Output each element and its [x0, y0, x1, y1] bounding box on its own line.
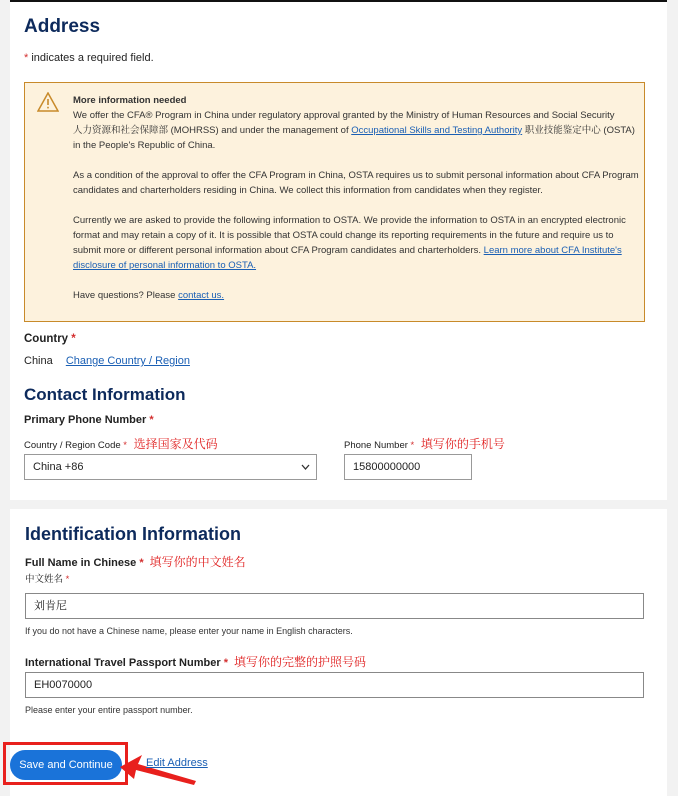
- chevron-down-icon: [301, 455, 310, 488]
- code-required: *: [123, 440, 127, 451]
- phone-number-input[interactable]: [344, 454, 472, 480]
- notice-p3-line1: Currently we are asked to provide the following information to OSTA. We provide the information to OSTA in an encrypted electronic: [73, 215, 626, 226]
- phone-number-label-text: Phone Number: [344, 440, 408, 451]
- notice-p1-line3: in the People's Republic of China.: [73, 140, 216, 151]
- passport-label-text: International Travel Passport Number: [25, 657, 221, 669]
- osta-link[interactable]: Occupational Skills and Testing Authority: [351, 125, 523, 136]
- notice-p1-line1: We offer the CFA® Program in China under regulatory approval granted by the Ministry of Human Resources and Social Security: [73, 110, 615, 121]
- notice-title: More information needed: [73, 95, 187, 106]
- phone-label-text: Primary Phone Number: [24, 414, 147, 426]
- chinese-name-label: [25, 571, 69, 585]
- notice-p4-text: Have questions? Please: [73, 290, 176, 301]
- code-label-text: Country / Region Code: [24, 440, 121, 451]
- change-country-link[interactable]: Change Country / Region: [65, 355, 190, 367]
- country-label-text: Country: [24, 333, 69, 345]
- notice-p4: [73, 288, 643, 303]
- code-annotation: 选择国家及代码: [133, 437, 218, 451]
- passport-help: Please enter your entire passport number.: [25, 705, 193, 715]
- required-note-text: indicates a required field.: [31, 52, 154, 64]
- contact-us-link[interactable]: contact us.: [178, 290, 225, 301]
- chinese-name-help: If you do not have a Chinese name, please enter your name in English characters.: [25, 626, 353, 636]
- address-panel: [10, 0, 667, 500]
- notice-p3-line2: format and may retain a copy of it. It is possible that OSTA could change its reporting requirements in the future and require us to: [73, 230, 614, 241]
- country-required: *: [71, 333, 76, 345]
- code-label: [24, 435, 218, 452]
- edit-address-link[interactable]: Edit Address: [146, 757, 208, 769]
- passport-label: [25, 653, 366, 670]
- notice-p1-line2: [73, 123, 643, 138]
- highlight-frame: [3, 742, 128, 785]
- phone-required: *: [149, 414, 154, 426]
- chinese-name-label-text: 中文姓名: [25, 574, 64, 585]
- identification-title: Identification Information: [25, 524, 241, 544]
- country-code-value: China +86: [33, 461, 84, 473]
- warning-icon: [37, 92, 59, 117]
- notice-p3-line3: [73, 243, 643, 258]
- notice-p2-line2: candidates and charterholders residing in China. We collect this information from candidates when they register.: [73, 185, 543, 196]
- required-note: [24, 52, 154, 64]
- phone-label: [24, 414, 154, 426]
- passport-value: EH0070000: [34, 679, 93, 691]
- contact-title: Contact Information: [24, 385, 186, 404]
- notice-p1-osta: 职业技能鉴定中心 (OSTA): [524, 125, 635, 136]
- full-name-label-text: Full Name in Chinese: [25, 557, 137, 569]
- notice-p3-text: submit more or different personal information about CFA Program candidates and charterholders.: [73, 245, 482, 256]
- passport-required: *: [223, 657, 228, 669]
- country-label: [24, 333, 76, 345]
- disclosure-link[interactable]: disclosure of personal information to OSTA.: [73, 260, 257, 271]
- full-name-annotation: 填写你的中文姓名: [149, 555, 246, 569]
- full-name-label: [25, 553, 246, 570]
- phone-annotation: 填写你的手机号: [420, 437, 505, 451]
- required-asterisk: *: [24, 52, 29, 64]
- notice-p1-text: 人力资源和社会保障部 (MOHRSS) and under the management of: [73, 125, 349, 136]
- save-and-continue-button[interactable]: Save and Continue: [10, 750, 122, 780]
- chinese-name-required: *: [65, 574, 70, 585]
- notice-p2-line1: As a condition of the approval to offer the CFA Program in China, OSTA requires us to submit personal information about CFA Program: [73, 170, 639, 181]
- osta-notice: [24, 82, 645, 322]
- country-value: China: [24, 355, 53, 367]
- passport-annotation: 填写你的完整的护照号码: [234, 655, 367, 669]
- phone-number-value: 15800000000: [353, 461, 421, 473]
- phone-number-required: *: [410, 440, 415, 451]
- chinese-name-input[interactable]: [25, 593, 644, 619]
- country-code-select[interactable]: [24, 454, 317, 480]
- full-name-required: *: [139, 557, 144, 569]
- passport-input[interactable]: [25, 672, 644, 698]
- country-row: [24, 355, 190, 367]
- chinese-name-value: 刘肯尼: [34, 600, 67, 612]
- address-title: Address: [24, 16, 101, 37]
- learn-more-link[interactable]: Learn more about CFA Institute's: [483, 245, 622, 256]
- phone-number-label: [344, 435, 505, 452]
